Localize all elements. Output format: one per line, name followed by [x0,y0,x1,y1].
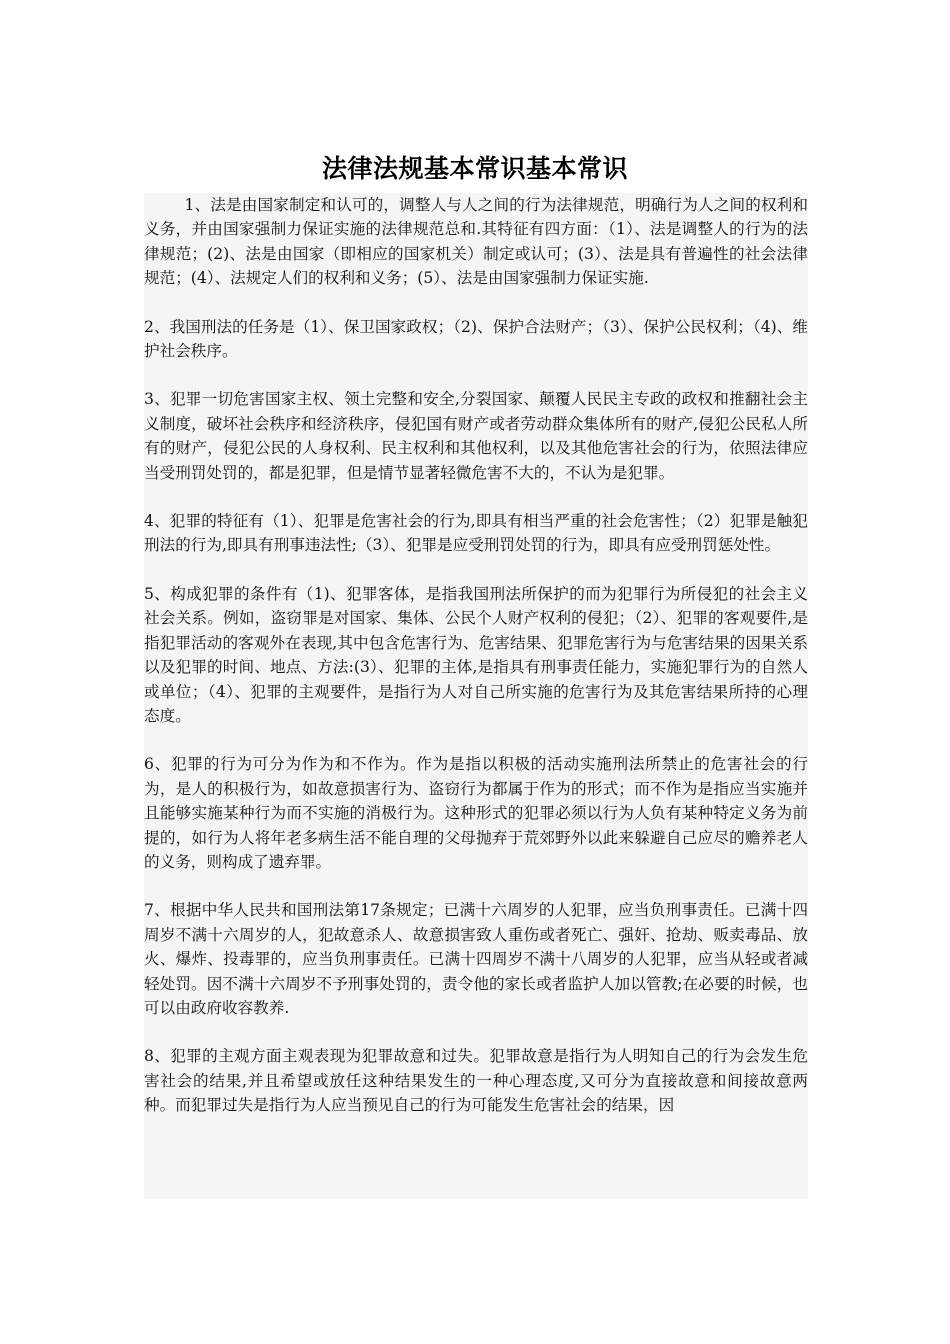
document-body [144,193,808,1199]
paragraph-2: 2、我国刑法的任务是（1）、保卫国家政权；（2)、保护合法财产；（3）、保护公民权利；（4)、维护社会秩序。 [144,317,808,361]
paragraph-7: 7、根据中华人民共和国刑法第17条规定；已满十六周岁的人犯罪，应当负刑事责任。已满十四周岁不满十六周岁的人，犯故意杀人、故意损害致人重伤或者死亡、强奸、抢劫、贩卖毒品、放火、爆炸、投毒罪的，应当负刑事责任。已满十四周岁不满十八周岁的人犯罪，应当从轻或者减轻处罚。因不满十六周岁不予刑事处罚的，责令他的家长或者监护人加以管教;在必要的时候，也可以由政府收容教养. [144,901,808,1017]
paragraph-3: 3、犯罪一切危害国家主权、领土完整和安全,分裂国家、颠覆人民民主专政的政权和推翻社会主义制度，破坏社会秩序和经济秩序，侵犯国有财产或者劳动群众集体所有的财产,侵犯公民私人所有的财产，侵犯公民的人身权利、民主权利和其他权利，以及其他危害社会的行为，依照法律应当受刑罚处罚的，都是犯罪，但是情节显著轻微危害不大的，不认为是犯罪。 [144,390,808,482]
paragraph-8: 8、犯罪的主观方面主观表现为犯罪故意和过失。犯罪故意是指行为人明知自己的行为会发生危害社会的结果,并且希望或放任这种结果发生的一种心理态度,又可分为直接故意和间接故意两种。而犯罪过失是指行为人应当预见自己的行为可能发生危害社会的结果，因 [144,1047,808,1115]
paragraph-1: 1、法是由国家制定和认可的，调整人与人之间的行为法律规范，明确行为人之间的权利和义务，并由国家强制力保证实施的法律规范总和.其特征有四方面：（1）、法是调整人的行为的法律规范；(2)、法是由国家（即相应的国家机关）制定或认可；(3）、法是具有普遍性的社会法律规范；(4）、法规定人们的权利和义务；(5）、法是由国家强制力保证实施. [144,196,808,288]
document-title: 法律法规基本常识基本常识 [321,153,628,183]
paragraph-6: 6、犯罪的行为可分为作为和不作为。作为是指以积极的活动实施刑法所禁止的危害社会的行为，是人的积极行为，如故意损害行为、盗窃行为都属于作为的形式；而不作为是指应当实施并且能够实施某种行为而不实施的消极行为。这种形式的犯罪必须以行为人负有某种特定义务为前提的，如行为人将年老多病生活不能自理的父母抛弃于荒郊野外以此来躲避自己应尽的赡养老人的义务，则构成了遗弃罪。 [144,755,808,871]
paragraph-5: 5、构成犯罪的条件有（1)、犯罪客体，是指我国刑法所保护的而为犯罪行为所侵犯的社会主义社会关系。例如，盗窃罪是对国家、集体、公民个人财产权利的侵犯；（2）、犯罪的客观要件,是指犯罪活动的客观外在表现,其中包含危害行为、危害结果、犯罪危害行为与危害结果的因果关系以及犯罪的时间、地点、方法:(3）、犯罪的主体,是指具有刑事责任能力，实施犯罪行为的自然人或单位；（4）、犯罪的主观要件，是指行为人对自己所实施的危害行为及其危害结果所持的心理态度。 [144,584,808,725]
paragraph-4: 4、犯罪的特征有（1）、犯罪是危害社会的行为,即具有相当严重的社会危害性；（2）犯罪是触犯刑法的行为,即具有刑事违法性;（3）、犯罪是应受刑罚处罚的行为，即具有应受刑罚惩处性。 [144,512,808,555]
